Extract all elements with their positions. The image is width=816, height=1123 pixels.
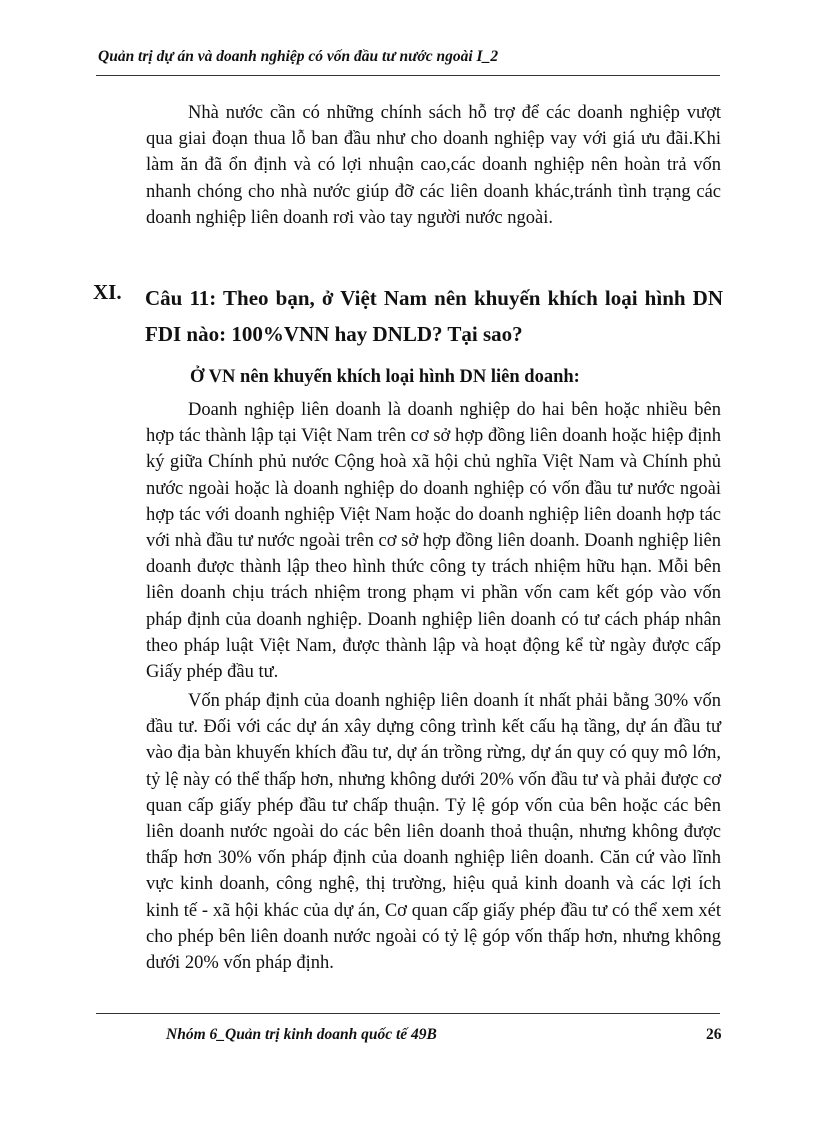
footer-divider	[96, 1013, 720, 1014]
footer-text: Nhóm 6_Quản trị kinh doanh quốc tế 49B	[166, 1026, 437, 1043]
intro-paragraph-text: Nhà nước cần có những chính sách hỗ trợ để các doanh nghiệp vượt qua giai đoạn thua lỗ ban đầu như cho doanh nghiệp vay với giá ưu đãi.Khi làm ăn đã ổn định và có lợi nhuận cao,các doanh nghiệp nên hoàn trả vốn nhanh chóng cho nhà nước giúp đỡ các liên doanh khác,tránh tình trạng các doanh nghiệp liên doanh rơi vào tay người nước ngoài.	[146, 103, 721, 228]
section-number: XI.	[93, 280, 122, 304]
header-divider	[96, 75, 720, 76]
body-paragraph-2	[146, 688, 721, 976]
page-header-title: Quản trị dự án và doanh nghiệp có vốn đầu tư nước ngoài I_2	[98, 48, 499, 65]
page-number: 26	[706, 1026, 722, 1043]
section-title: Câu 11: Theo bạn, ở Việt Nam nên khuyến khích loại hình DN FDI nào: 100%VNN hay DNLD? Tại sao?	[145, 286, 723, 346]
body-paragraph-1	[146, 397, 721, 685]
intro-paragraph	[146, 100, 721, 231]
body-paragraph-2-text: Vốn pháp định của doanh nghiệp liên doanh ít nhất phải bằng 30% vốn đầu tư. Đối với các dự án xây dựng công trình kết cấu hạ tầng, dự án đầu tư vào địa bàn khuyến khích đầu tư, dự án trồng rừng, dự án quy có quy mô lớn, tỷ lệ này có thể thấp hơn, nhưng không dưới 20% vốn đầu tư và phải được cơ quan cấp giấy phép đầu tư chấp thuận. Tỷ lệ góp vốn của bên hoặc các bên liên doanh nước ngoài do các bên liên doanh thoả thuận, nhưng không được thấp hơn 30% vốn pháp định của doanh nghiệp liên doanh. Căn cứ vào lĩnh vực kinh doanh, công nghệ, thị trường, hiệu quả kinh doanh và các lợi ích kinh tế - xã hội khác của dự án, Cơ quan cấp giấy phép đầu tư có thể xem xét cho phép bên liên doanh nước ngoài có tỷ lệ góp vốn thấp hơn, nhưng không dưới 20% vốn pháp định.	[146, 691, 721, 974]
body-paragraph-1-text: Doanh nghiệp liên doanh là doanh nghiệp do hai bên hoặc nhiều bên hợp tác thành lập tại Việt Nam trên cơ sở hợp đồng liên doanh hoặc hiệp định ký giữa Chính phủ nước Cộng hoà xã hội chủ nghĩa Việt Nam và Chính phủ nước ngoài hoặc là doanh nghiệp do doanh nghiệp có vốn đầu tư nước ngoài hợp tác với doanh nghiệp Việt Nam hoặc do doanh nghiệp liên doanh hợp tác với nhà đầu tư nước ngoài trên cơ sở hợp đồng liên doanh. Doanh nghiệp liên doanh được thành lập theo hình thức công ty trách nhiệm hữu hạn. Mỗi bên liên doanh chịu trách nhiệm trong phạm vi phần vốn cam kết góp vào vốn pháp định của doanh nghiệp. Doanh nghiệp liên doanh có tư cách pháp nhân theo pháp luật Việt Nam, được thành lập và hoạt động kể từ ngày được cấp Giấy phép đầu tư.	[146, 400, 721, 683]
section-subheading: Ở VN nên khuyến khích loại hình DN liên doanh:	[190, 367, 580, 387]
